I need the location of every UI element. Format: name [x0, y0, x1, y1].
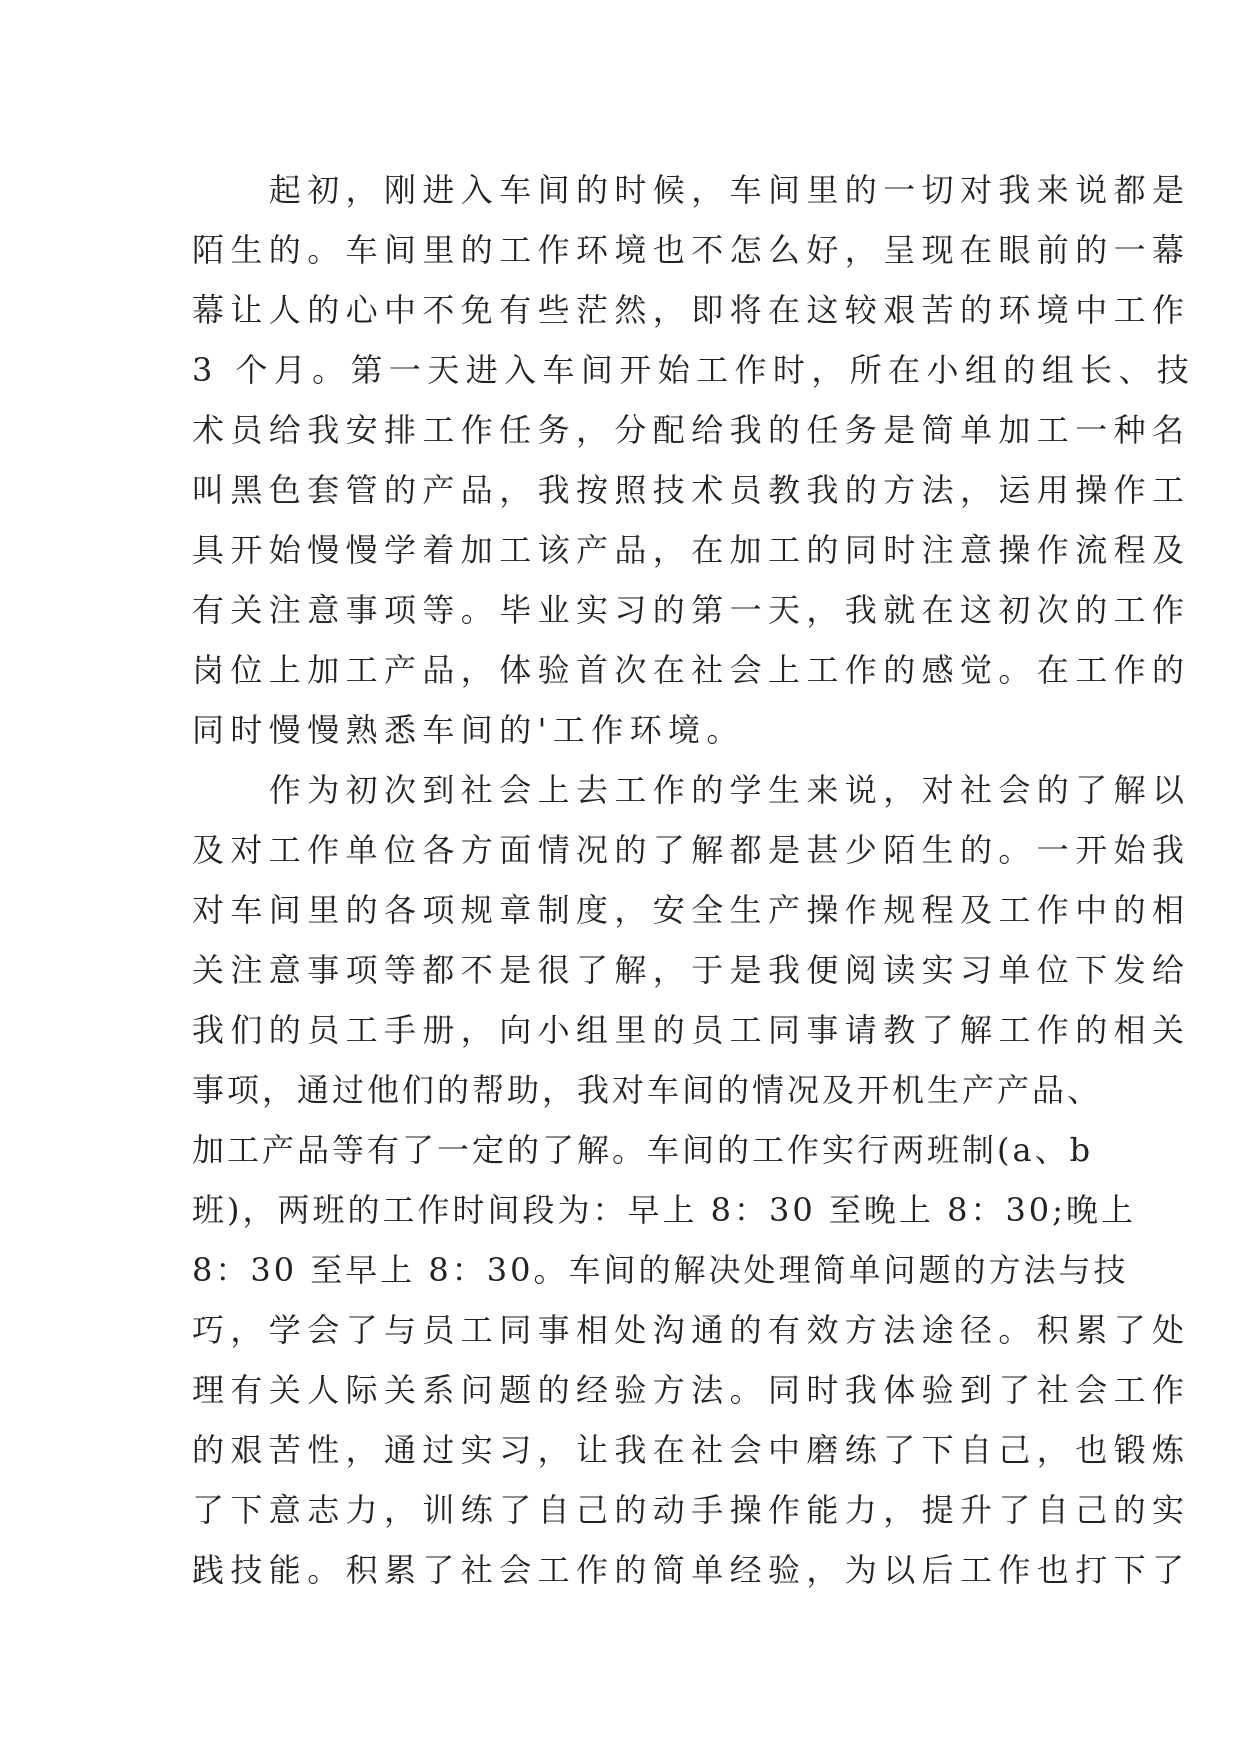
text-line: 术员给我安排工作任务，分配给我的任务是简单加工一种名	[192, 411, 1191, 449]
text-line: 岗位上加工产品，体验首次在社会上工作的感觉。在工作的	[192, 651, 1191, 689]
text-line: 巧，学会了与员工同事相处沟通的有效方法途径。积累了处	[192, 1311, 1191, 1349]
text-line: 我们的员工手册，向小组里的员工同事请教了解工作的相关	[192, 1011, 1191, 1049]
text-line: 班)，两班的工作时间段为：早上 8：30 至晚上 8：30;晚上	[192, 1191, 1136, 1229]
text-line: 3 个月。第一天进入车间开始工作时，所在小组的组长、技	[192, 351, 1196, 389]
text-line: 关注意事项等都不是很了解，于是我便阅读实习单位下发给	[192, 951, 1191, 989]
text-line: 事项，通过他们的帮助，我对车间的情况及开机生产产品、	[192, 1071, 1103, 1109]
text-line: 同时慢慢熟悉车间的'工作环境。	[192, 711, 745, 749]
text-line: 起初，刚进入车间的时候，车间里的一切对我来说都是	[192, 171, 1191, 209]
text-line: 的艰苦性，通过实习，让我在社会中磨练了下自己，也锻炼	[192, 1431, 1191, 1469]
body-text	[192, 160, 1196, 1600]
text-line: 有关注意事项等。毕业实习的第一天，我就在这初次的工作	[192, 591, 1191, 629]
text-line: 理有关人际关系问题的经验方法。同时我体验到了社会工作	[192, 1371, 1191, 1409]
text-line: 幕让人的心中不免有些茫然，即将在这较艰苦的环境中工作	[192, 291, 1191, 329]
text-line: 及对工作单位各方面情况的了解都是甚少陌生的。一开始我	[192, 831, 1191, 869]
text-line: 8：30 至早上 8：30。车间的解决处理简单问题的方法与技	[192, 1251, 1129, 1289]
text-line: 叫黑色套管的产品，我按照技术员教我的方法，运用操作工	[192, 471, 1191, 509]
text-line: 具开始慢慢学着加工该产品，在加工的同时注意操作流程及	[192, 531, 1191, 569]
text-line: 陌生的。车间里的工作环境也不怎么好，呈现在眼前的一幕	[192, 231, 1191, 269]
text-line: 了下意志力，训练了自己的动手操作能力，提升了自己的实	[192, 1491, 1191, 1529]
text-line: 对车间里的各项规章制度，安全生产操作规程及工作中的相	[192, 891, 1191, 929]
text-line: 作为初次到社会上去工作的学生来说，对社会的了解以	[192, 771, 1191, 809]
text-line: 加工产品等有了一定的了解。车间的工作实行两班制(a、b	[192, 1131, 1094, 1169]
text-line: 践技能。积累了社会工作的简单经验，为以后工作也打下了	[192, 1551, 1191, 1589]
